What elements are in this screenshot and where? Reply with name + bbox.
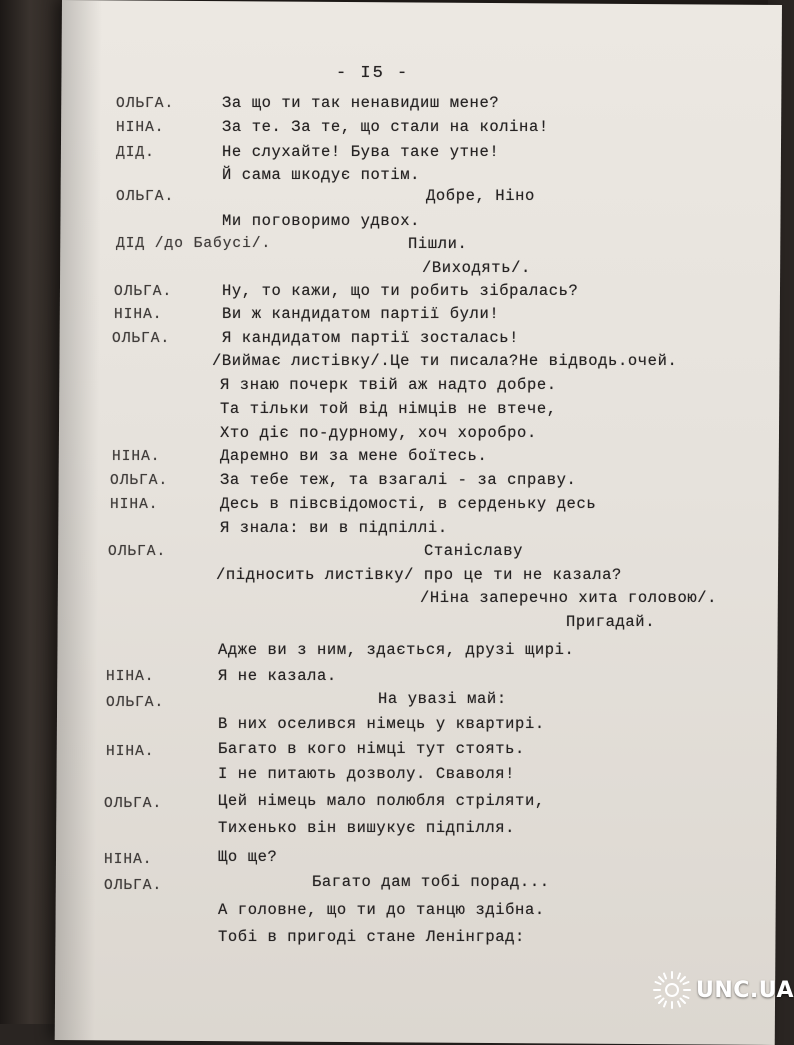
speaker-label: НІНА. [104,852,153,868]
dialogue-line: Пригадай. [566,613,656,631]
stage-direction: /Виймає листівку/.Це ти писала?Не відводь.очей. [212,352,678,370]
sunburst-logo-icon [652,970,692,1010]
dialogue-line: Цей німець мало полюбля стріляти, [218,792,545,810]
stage-direction: /Ніна заперечно хита головою/. [420,589,718,607]
dialogue-line: В них оселився німець у квартирі. [218,715,545,733]
speaker-label: НІНА. [110,497,159,513]
dialogue-line: Десь в півсвідомості, в серденьку десь [220,495,597,513]
dialogue-line: А головне, що ти до танцю здібна. [218,901,545,919]
dialogue-line: Що ще? [218,848,278,866]
dialogue-line: За те. За те, що стали на коліна! [222,118,549,136]
dialogue-line: Багато в кого німці тут стоять. [218,740,525,758]
stage-direction: /підносить листівку/ про це ти не казала? [216,566,622,584]
page-number: - I5 - [336,64,410,83]
watermark-text: UNC.UA [696,977,794,1003]
dialogue-line: Я знаю почерк твій аж надто добре. [220,376,557,394]
dialogue-line: Я не казала. [218,667,337,685]
speaker-label: ОЛЬГА. [104,796,163,812]
speaker-label: НІНА. [114,307,163,323]
dialogue-line: Й сама шкодує потім. [222,166,421,184]
speaker-label: ОЛЬГА. [116,96,175,112]
speaker-label: ДІД /до Бабусі/. [116,236,272,252]
speaker-label: ОЛЬГА. [108,544,167,560]
dialogue-line: І не питають дозволу. Сваволя! [218,765,516,783]
dialogue-line: Ну, то кажи, що ти робить зібралась? [222,282,579,300]
dialogue-line: Добре, Ніно [426,187,535,205]
speaker-label: НІНА. [106,744,155,760]
stage-direction: /Виходять/. [422,259,531,277]
dialogue-line: Тобі в пригоді стане Ленінград: [218,928,525,946]
speaker-label: НІНА. [112,449,161,465]
dialogue-line: Багато дам тобі порад... [312,873,550,891]
speaker-label: НІНА. [106,669,155,685]
speaker-label: ОЛЬГА. [104,878,163,894]
dialogue-line: Даремно ви за мене боїтесь. [220,447,488,465]
speaker-label: ОЛЬГА. [116,189,175,205]
dialogue-line: Пішли. [408,235,468,253]
dialogue-line: Ви ж кандидатом партії були! [222,305,500,323]
dialogue-line: Та тільки той від німців не втече, [220,400,557,418]
dialogue-line: Не слухайте! Бува таке утне! [222,143,500,161]
dialogue-line: На увазі май: [378,690,507,708]
dialogue-line: Я кандидатом партії зосталась! [222,329,520,347]
watermark [652,968,794,1012]
dialogue-line: Адже ви з ним, здається, друзі щирі. [218,641,575,659]
dialogue-line: Ми поговоримо удвох. [222,212,421,230]
dialogue-line: Станіславу [424,542,524,560]
speaker-label: ОЛЬГА. [114,284,173,300]
dialogue-line: Тихенько він вишукує підпілля. [218,819,516,837]
dialogue-line: За тебе теж, та взагалі - за справу. [220,471,577,489]
speaker-label: ДІД. [116,145,155,161]
dialogue-line: За що ти так ненавидиш мене? [222,94,500,112]
dialogue-line: Хто діє по-дурному, хоч хоробро. [220,424,537,442]
speaker-label: ОЛЬГА. [112,331,171,347]
speaker-label: ОЛЬГА. [110,473,169,489]
speaker-label: НІНА. [116,120,165,136]
dialogue-line: Я знала: ви в підпіллі. [220,519,448,537]
speaker-label: ОЛЬГА. [106,695,165,711]
